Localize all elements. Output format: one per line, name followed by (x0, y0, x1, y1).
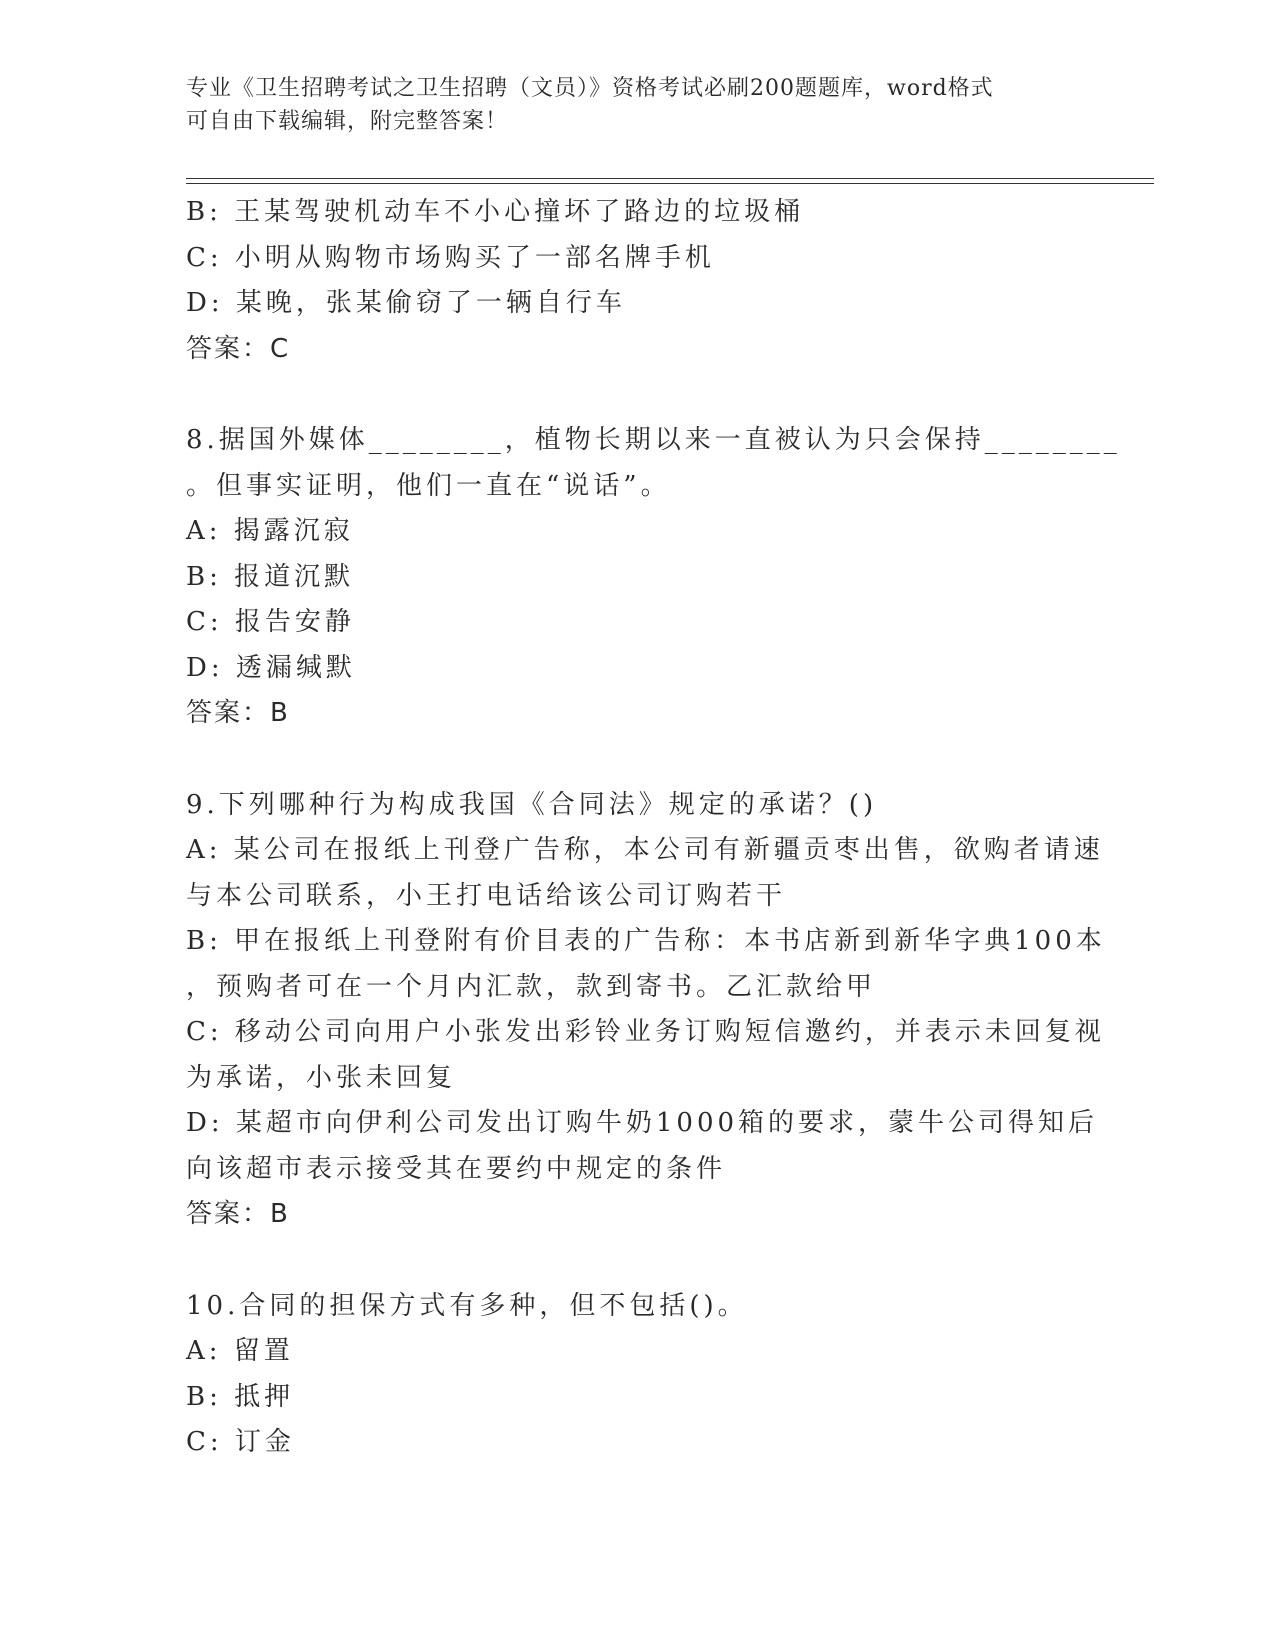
option-b: B: 抵押 (186, 1381, 295, 1412)
option-b: B: 王某驾驶机动车不小心撞坏了路边的垃圾桶 (186, 197, 805, 227)
option-d: D: 透漏缄默 (186, 652, 356, 683)
option-d-continued: 向该超市表示接受其在要约中规定的条件 (186, 1153, 727, 1184)
option-a: A: 留置 (186, 1336, 294, 1366)
question-content (186, 190, 1121, 1466)
option-a-continued: 与本公司联系，小王打电话给该公司订购若干 (186, 880, 787, 911)
header-divider-top (186, 178, 1154, 179)
question-10 (186, 1284, 1086, 1466)
option-d: D: 某晚，张某偷窃了一辆自行车 (186, 288, 626, 318)
question-stem: 9.下列哪种行为构成我国《合同法》规定的承诺？() (186, 789, 878, 820)
option-c: C: 小明从购物市场购买了一部名牌手机 (186, 242, 715, 273)
option-c: C: 移动公司向用户小张发出彩铃业务订购短信邀约，并表示未回复视 (186, 1017, 1105, 1047)
option-c-continued: 为承诺，小张未回复 (186, 1062, 457, 1093)
header-divider-bottom (186, 183, 1154, 184)
header-line-1: 专业《卫生招聘考试之卫生招聘（文员）》资格考试必刷200题题库，word格式 (186, 76, 994, 101)
header-line-2: 可自由下载编辑，附完整答案！ (186, 109, 509, 134)
answer: 答案：B (186, 698, 290, 728)
question-stem-continued: 。但事实证明，他们一直在“说话”。 (186, 470, 671, 501)
option-b: B: 甲在报纸上刊登附有价目表的广告称：本书店新到新华字典100本 (186, 926, 1106, 956)
option-a: A: 某公司在报纸上刊登广告称，本公司有新疆贡枣出售，欲购者请速 (186, 835, 1104, 865)
answer: 答案：C (186, 333, 291, 364)
option-a: A: 揭露沉寂 (186, 516, 354, 546)
document-header (186, 72, 1076, 138)
option-b: B: 报道沉默 (186, 561, 355, 592)
answer: 答案：B (186, 1199, 290, 1229)
question-9 (186, 783, 1106, 1238)
question-7 (186, 190, 1086, 372)
option-c: C: 订金 (186, 1427, 295, 1457)
question-8 (186, 418, 1121, 737)
question-stem: 8.据国外媒体________，植物长期以来一直被认为只会保持________ (186, 425, 1121, 455)
option-b-continued: ，预购者可在一个月内汇款，款到寄书。乙汇款给甲 (186, 971, 877, 1002)
option-d: D: 某超市向伊利公司发出订购牛奶1000箱的要求，蒙牛公司得知后 (186, 1108, 1099, 1138)
question-stem: 10.合同的担保方式有多种，但不包括()。 (186, 1290, 748, 1321)
option-c: C: 报告安静 (186, 607, 355, 637)
